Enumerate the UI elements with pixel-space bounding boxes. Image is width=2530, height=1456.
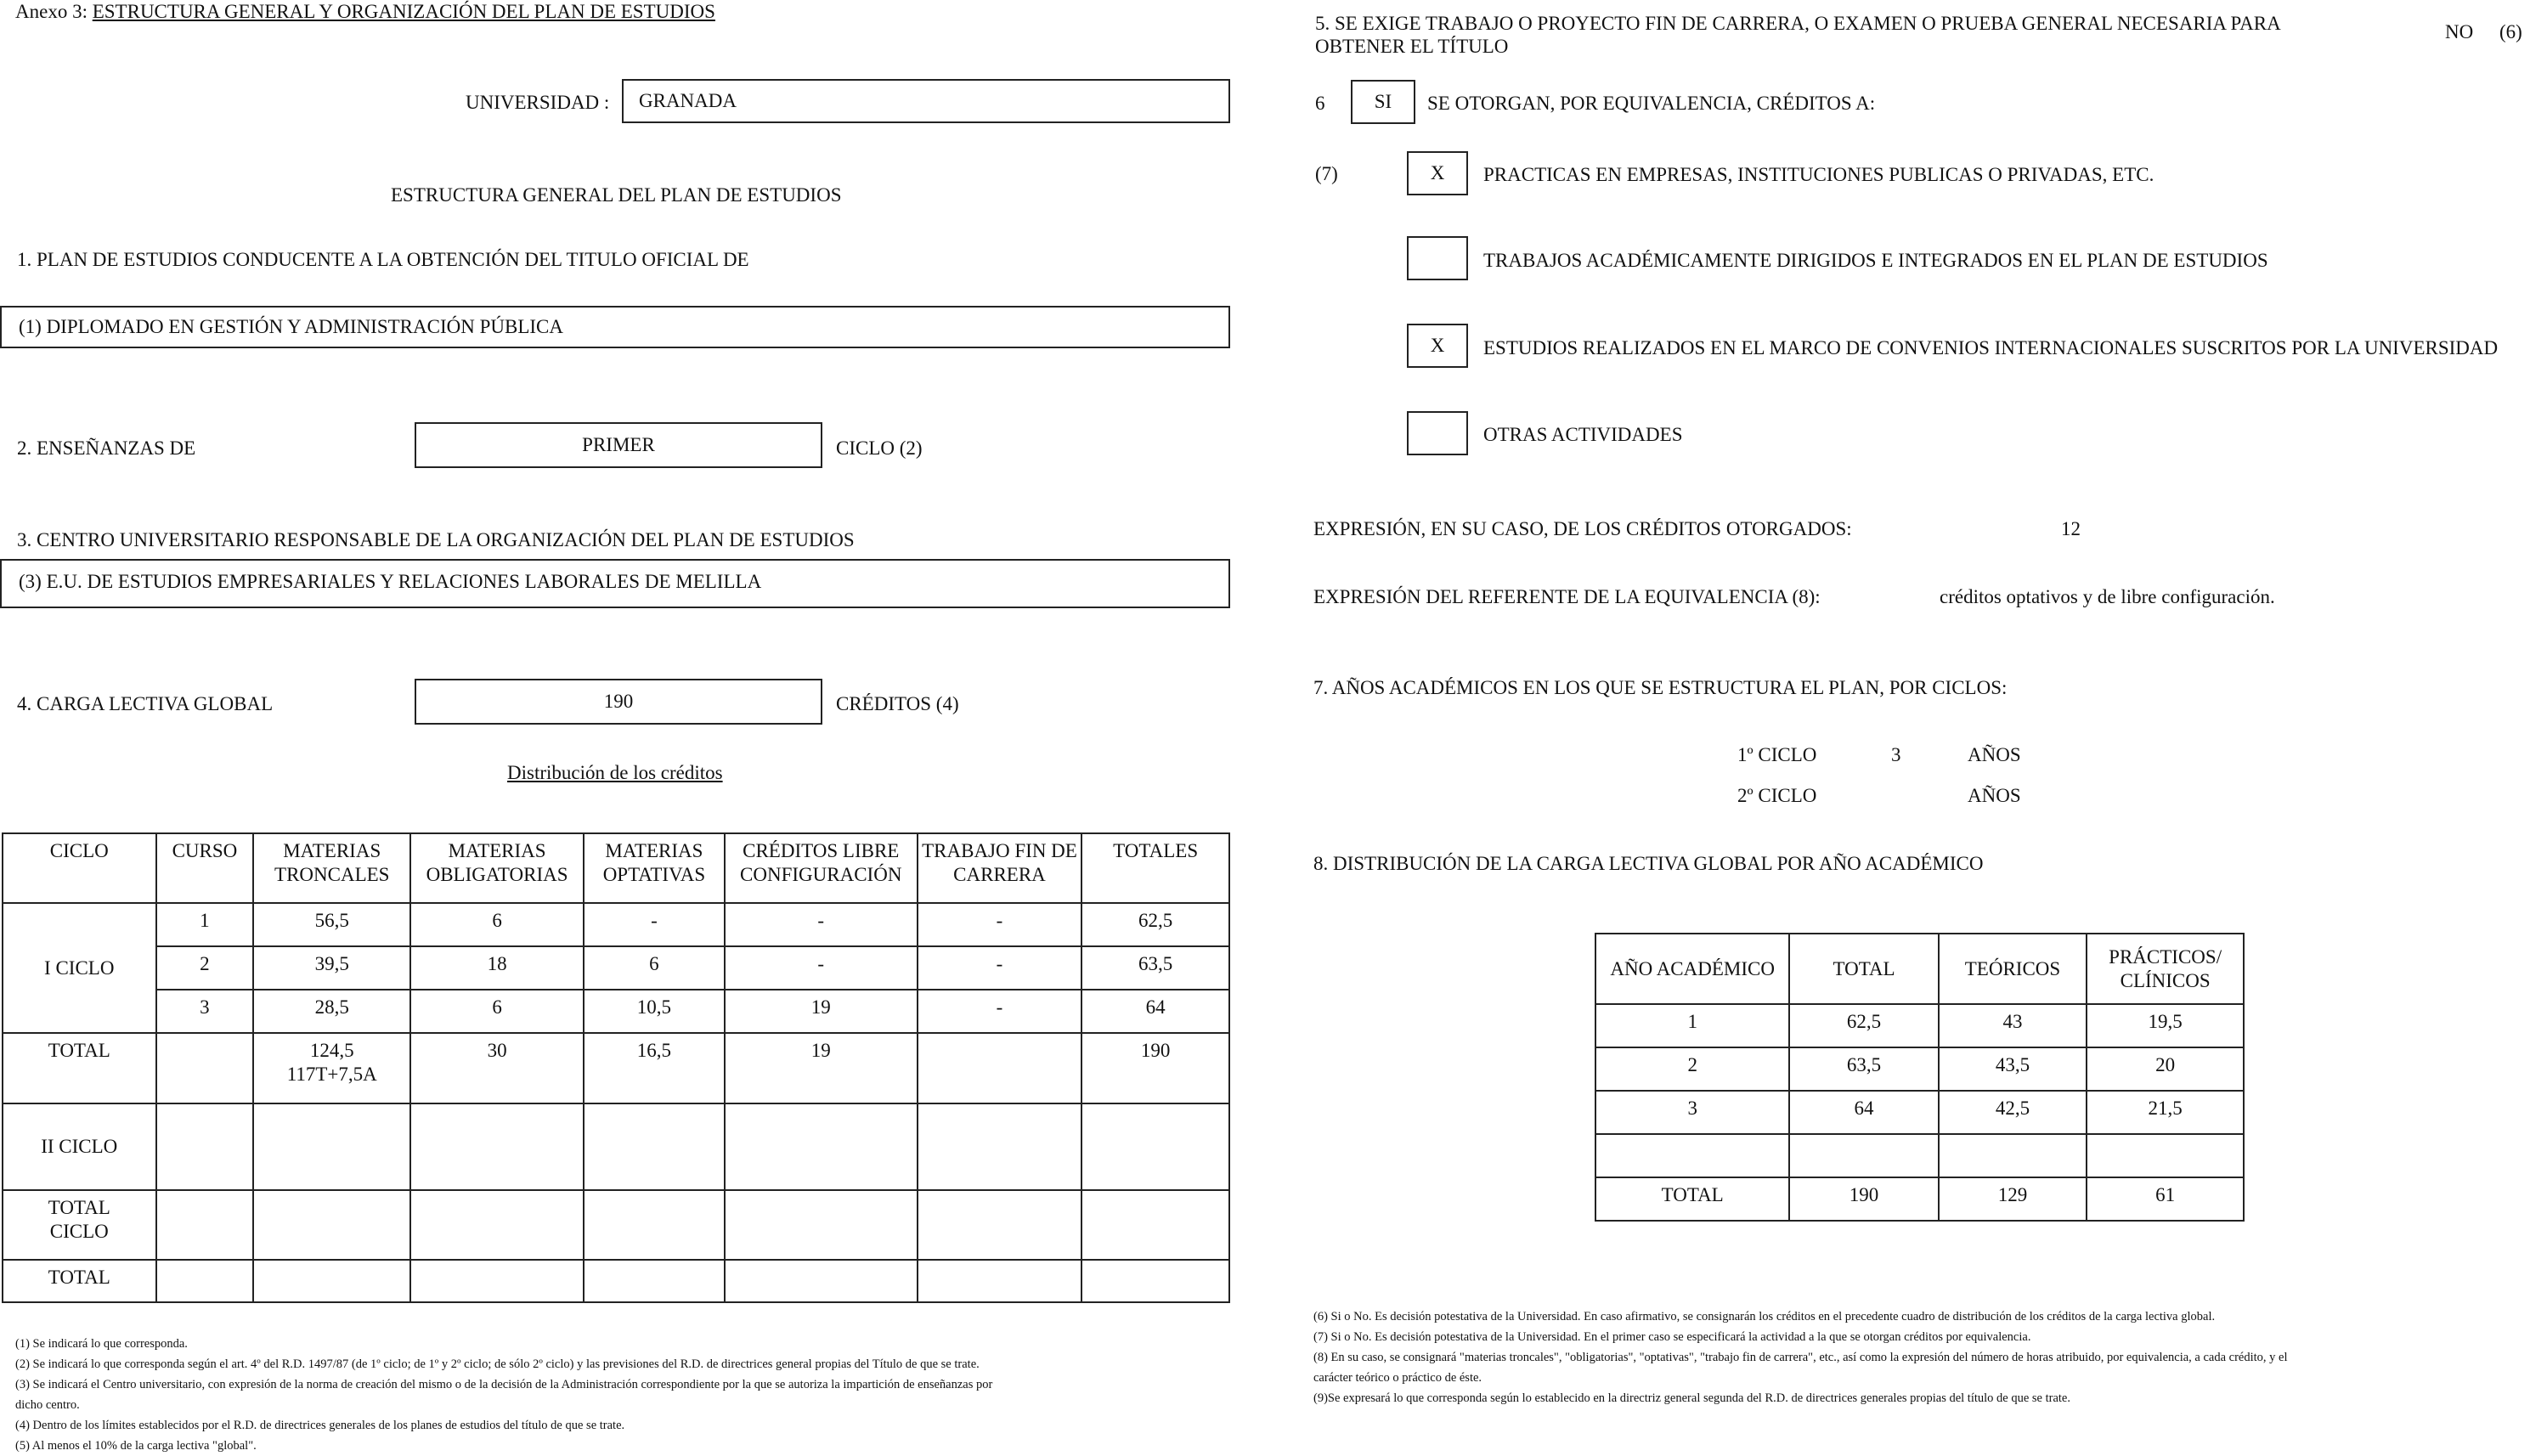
cell-practicos — [2087, 1134, 2244, 1177]
item2-value: PRIMER — [582, 434, 655, 455]
cell-year: 1 — [1595, 1004, 1789, 1047]
university-field — [622, 79, 1230, 123]
cell-teoricos: 43,5 — [1939, 1047, 2087, 1091]
university-value: GRANADA — [639, 90, 737, 111]
item6-value: SI — [1374, 91, 1392, 112]
item4-suffix: CRÉDITOS (4) — [836, 693, 959, 714]
cycle1-unit: AÑOS — [1968, 744, 2021, 765]
cell-teoricos-total: 129 — [1939, 1177, 2087, 1221]
item5-line2: OBTENER EL TÍTULO — [1315, 36, 1509, 57]
option-checkbox[interactable] — [1407, 151, 1468, 195]
cell-optativas: 10,5 — [584, 990, 725, 1033]
footnote: (3) Se indicará el Centro universitario, con expresión de la norma de creación del mismo o de la decisión de la Administración correspondiente por la que se autoriza la impartición de enseñanzas por — [15, 1378, 993, 1391]
cell-empty — [156, 1103, 254, 1190]
total-ciclo-line1: TOTAL — [48, 1197, 110, 1218]
item4-label: 4. CARGA LECTIVA GLOBAL — [17, 693, 274, 714]
cell-optativas: - — [584, 903, 725, 946]
total-ciclo-row — [3, 1190, 1229, 1260]
header-libre: CRÉDITOS LIBRE CONFIGURACIÓN — [725, 833, 918, 903]
cell-totales: 64 — [1081, 990, 1229, 1033]
cell-year — [1595, 1134, 1789, 1177]
distribution-title: Distribución de los créditos — [507, 762, 723, 783]
annex-prefix: Anexo 3: — [15, 1, 88, 22]
cell-libre: - — [725, 903, 918, 946]
item4-value: 190 — [603, 691, 634, 712]
item6-label: SE OTORGAN, POR EQUIVALENCIA, CRÉDITOS A: — [1427, 93, 1876, 114]
header-teoricos: TEÓRICOS — [1939, 934, 2087, 1004]
footnote: (4) Dentro de los límites establecidos por el R.D. de directrices generales de los planes de estudios del título de que se trate. — [15, 1419, 625, 1432]
item7-num: (7) — [1315, 163, 1338, 184]
cell-optativas: 6 — [584, 946, 725, 990]
cell-troncales: 56,5 — [253, 903, 410, 946]
item6-num: 6 — [1315, 93, 1325, 114]
cell-total — [1789, 1134, 1938, 1177]
credits-header-row — [3, 833, 1229, 903]
cell-total: 62,5 — [1789, 1004, 1938, 1047]
option-label: PRACTICAS EN EMPRESAS, INSTITUCIONES PUBLICAS O PRIVADAS, ETC. — [1483, 164, 2154, 185]
cell-obligatorias: 6 — [410, 990, 584, 1033]
header-optativas: MATERIAS OPTATIVAS — [584, 833, 725, 903]
cycle2-unit: AÑOS — [1968, 785, 2021, 806]
option-label: TRABAJOS ACADÉMICAMENTE DIRIGIDOS E INTEGRADOS EN EL PLAN DE ESTUDIOS — [1483, 250, 2268, 271]
cell-teoricos — [1939, 1134, 2087, 1177]
footnote: carácter teórico o práctico de éste. — [1313, 1371, 1482, 1385]
ciclo1-cell: I CICLO — [3, 903, 156, 1033]
item3-label: 3. CENTRO UNIVERSITARIO RESPONSABLE DE LA ORGANIZACIÓN DEL PLAN DE ESTUDIOS — [17, 529, 855, 550]
cell-practicos: 21,5 — [2087, 1091, 2244, 1134]
item4-field — [415, 679, 822, 725]
table-row — [1595, 1004, 2244, 1047]
total-ciclo-cell — [3, 1190, 156, 1260]
troncales-total-value: 124,5 — [309, 1040, 354, 1061]
year-header-row — [1595, 934, 2244, 1004]
header-total: TOTAL — [1789, 934, 1938, 1004]
expr-ref-label: EXPRESIÓN DEL REFERENTE DE LA EQUIVALENCIA (8): — [1313, 586, 1821, 607]
expr-ref-value: créditos optativos y de libre configuración. — [1940, 586, 2275, 607]
cell-libre-total: 19 — [725, 1033, 918, 1103]
cell-practicos: 19,5 — [2087, 1004, 2244, 1047]
footnote: (9)Se expresará lo que corresponda según lo establecido en la directriz general segunda del R.D. de directrices generales propias del título de que se trate. — [1313, 1391, 2070, 1405]
table-row — [1595, 1134, 2244, 1177]
total-final-row — [3, 1260, 1229, 1302]
cell-libre: - — [725, 946, 918, 990]
cell-total: 63,5 — [1789, 1047, 1938, 1091]
cell-optativas-total: 16,5 — [584, 1033, 725, 1103]
annex-title: ESTRUCTURA GENERAL Y ORGANIZACIÓN DEL PLAN DE ESTUDIOS — [92, 1, 715, 22]
cell-curso: 1 — [156, 903, 254, 946]
item7-label: 7. AÑOS ACADÉMICOS EN LOS QUE SE ESTRUCTURA EL PLAN, POR CICLOS: — [1313, 677, 2008, 698]
cell-libre: 19 — [725, 990, 918, 1033]
cell-empty — [918, 1190, 1082, 1260]
cell-troncales: 28,5 — [253, 990, 410, 1033]
cell-empty — [410, 1103, 584, 1190]
cell-empty — [1081, 1190, 1229, 1260]
header-practicos: PRÁCTICOS/ CLÍNICOS — [2087, 934, 2244, 1004]
option-label: OTRAS ACTIVIDADES — [1483, 424, 1683, 445]
item6-field — [1351, 80, 1415, 124]
item1-value: (1) DIPLOMADO EN GESTIÓN Y ADMINISTRACIÓN PÚBLICA — [19, 316, 564, 337]
cell-empty — [918, 1260, 1082, 1302]
header-totales: TOTALES — [1081, 833, 1229, 903]
cell-total: 64 — [1789, 1091, 1938, 1134]
cell-practicos: 20 — [2087, 1047, 2244, 1091]
total-final-cell: TOTAL — [3, 1260, 156, 1302]
cell-year: 3 — [1595, 1091, 1789, 1134]
cycle1-label: 1º CICLO — [1737, 744, 1817, 765]
cell-totales: 62,5 — [1081, 903, 1229, 946]
cell-empty — [725, 1190, 918, 1260]
table-row — [1595, 1047, 2244, 1091]
cell-empty — [1081, 1260, 1229, 1302]
cell-empty — [584, 1103, 725, 1190]
cycle2-label: 2º CICLO — [1737, 785, 1817, 806]
table-row — [3, 990, 1229, 1033]
cell-empty — [253, 1260, 410, 1302]
cell-curso: 3 — [156, 990, 254, 1033]
cell-empty — [410, 1260, 584, 1302]
cell-empty — [725, 1260, 918, 1302]
ciclo2-cell: II CICLO — [3, 1103, 156, 1190]
cell-curso: 2 — [156, 946, 254, 990]
cell-trabajo: - — [918, 946, 1082, 990]
cell-obligatorias-total: 30 — [410, 1033, 584, 1103]
header-obligatorias: MATERIAS OBLIGATORIAS — [410, 833, 584, 903]
cell-empty — [253, 1190, 410, 1260]
item5-line1: 5. SE EXIGE TRABAJO O PROYECTO FIN DE CARRERA, O EXAMEN O PRUEBA GENERAL NECESARIA PARA — [1315, 13, 2281, 34]
cell-trabajo: - — [918, 903, 1082, 946]
cell-teoricos: 42,5 — [1939, 1091, 2087, 1134]
cell-year-total: TOTAL — [1595, 1177, 1789, 1221]
table-row — [3, 946, 1229, 990]
footnote: (7) Si o No. Es decisión potestativa de la Universidad. En el primer caso se especificará la actividad a la que se otorgan créditos por equivalencia. — [1313, 1330, 2031, 1344]
cell-obligatorias: 18 — [410, 946, 584, 990]
item1-field — [0, 306, 1230, 348]
item2-field — [415, 422, 822, 468]
cell-teoricos: 43 — [1939, 1004, 2087, 1047]
total-row — [3, 1033, 1229, 1103]
footnote: (5) Al menos el 10% de la carga lectiva "global". — [15, 1439, 257, 1453]
cell-troncales-total — [253, 1033, 410, 1103]
header-year: AÑO ACADÉMICO — [1595, 934, 1789, 1004]
option-checkbox[interactable] — [1407, 236, 1468, 280]
cell-total-total: 190 — [1789, 1177, 1938, 1221]
footnote: (6) Si o No. Es decisión potestativa de la Universidad. En caso afirmativo, se consignarán los créditos en el precedente cuadro de distribución de los créditos de la carga lectiva global. — [1313, 1310, 2216, 1323]
year-table — [1595, 933, 2245, 1222]
annex-heading — [15, 0, 715, 24]
footnote: (1) Se indicará lo que corresponda. — [15, 1337, 188, 1351]
credits-table — [2, 832, 1230, 1303]
header-troncales: MATERIAS TRONCALES — [253, 833, 410, 903]
cell-empty — [1081, 1103, 1229, 1190]
item8-label: 8. DISTRIBUCIÓN DE LA CARGA LECTIVA GLOBAL POR AÑO ACADÉMICO — [1313, 853, 1984, 874]
cell-empty — [584, 1190, 725, 1260]
header-trabajo: TRABAJO FIN DE CARRERA — [918, 833, 1082, 903]
header-curso: CURSO — [156, 833, 254, 903]
cell-obligatorias: 6 — [410, 903, 584, 946]
cell-empty — [918, 1033, 1082, 1103]
item2-label: 2. ENSEÑANZAS DE — [17, 437, 196, 459]
cell-empty — [156, 1033, 254, 1103]
cell-empty — [156, 1260, 254, 1302]
header-ciclo: CICLO — [3, 833, 156, 903]
option-checkbox[interactable] — [1407, 324, 1468, 368]
item3-value: (3) E.U. DE ESTUDIOS EMPRESARIALES Y RELACIONES LABORALES DE MELILLA — [19, 571, 762, 592]
footnote: (2) Se indicará lo que corresponda según el art. 4º del R.D. 1497/87 (de 1º ciclo; de 1º y 2º ciclo; de sólo 2º ciclo) y las previsiones del R.D. de directrices general propias del Título de que se trate. — [15, 1357, 980, 1371]
cell-empty — [253, 1103, 410, 1190]
table-row — [3, 903, 1229, 946]
item1-label: 1. PLAN DE ESTUDIOS CONDUCENTE A LA OBTENCIÓN DEL TITULO OFICIAL DE — [17, 249, 749, 270]
item3-field — [0, 559, 1230, 608]
option-mark: X — [1430, 162, 1445, 183]
university-label: UNIVERSIDAD : — [466, 92, 610, 113]
cell-empty — [918, 1103, 1082, 1190]
option-checkbox[interactable] — [1407, 411, 1468, 455]
cell-trabajo: - — [918, 990, 1082, 1033]
table-row — [1595, 1091, 2244, 1134]
footnote: dicho centro. — [15, 1398, 80, 1412]
item5-note: (6) — [2499, 21, 2522, 42]
cell-year: 2 — [1595, 1047, 1789, 1091]
item5-value: NO — [2445, 21, 2474, 42]
cell-totales: 63,5 — [1081, 946, 1229, 990]
ciclo2-row — [3, 1103, 1229, 1190]
cell-empty — [156, 1190, 254, 1260]
total-ciclo-line2: CICLO — [49, 1221, 109, 1242]
cell-empty — [410, 1190, 584, 1260]
total-row-label: TOTAL — [3, 1033, 156, 1103]
item2-suffix: CICLO (2) — [836, 437, 923, 459]
cycle1-value: 3 — [1891, 744, 1901, 765]
expr-credits-value: 12 — [2061, 518, 2081, 539]
option-mark: X — [1430, 335, 1445, 356]
cell-totales-total: 190 — [1081, 1033, 1229, 1103]
cell-troncales: 39,5 — [253, 946, 410, 990]
cell-empty — [725, 1103, 918, 1190]
year-total-row — [1595, 1177, 2244, 1221]
option-label: ESTUDIOS REALIZADOS EN EL MARCO DE CONVENIOS INTERNACIONALES SUSCRITOS POR LA UNIVERSIDAD — [1483, 337, 2499, 358]
section-heading: ESTRUCTURA GENERAL DEL PLAN DE ESTUDIOS — [391, 184, 842, 206]
expr-credits-label: EXPRESIÓN, EN SU CASO, DE LOS CRÉDITOS OTORGADOS: — [1313, 518, 1852, 539]
footnote: (8) En su caso, se consignará "materias troncales", "obligatorias", "optativas", "trabajo fin de carrera", etc., así como la expresión del número de horas atribuido, por equivalencia, a cada crédito, y el — [1313, 1351, 2288, 1364]
cell-empty — [584, 1260, 725, 1302]
troncales-total-breakdown: 117T+7,5A — [286, 1064, 377, 1085]
cell-practicos-total: 61 — [2087, 1177, 2244, 1221]
